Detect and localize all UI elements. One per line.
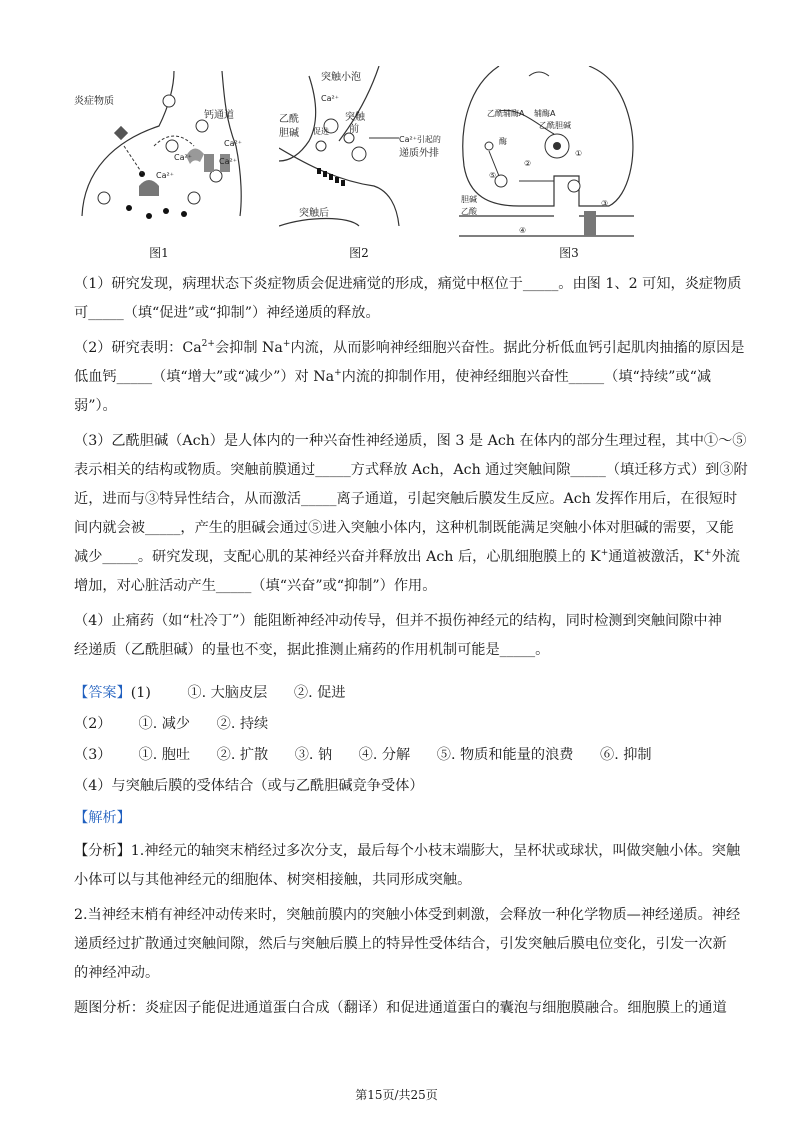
- figure-3-diagram: [459, 66, 639, 241]
- figure-1: [74, 66, 244, 260]
- answer-item: ②. 促进: [293, 685, 346, 701]
- q3-line-4: 间内就会被_____，产生的胆碱会通过⑤进入突触小体内，这种机制既能满足突触小体对胆碱的需要，又能: [74, 520, 734, 536]
- answer-item: ⑤. 物质和能量的浪费: [436, 747, 574, 763]
- answer-item: ⑥. 抑制: [600, 747, 652, 763]
- figure-strip: [74, 66, 724, 266]
- fig1-label-calcium-channel: 钙通道: [204, 110, 234, 121]
- answer-row-3: [74, 740, 724, 771]
- fig3-label-1: ①: [575, 149, 583, 158]
- q2-line-3: 弱”）。: [74, 398, 117, 414]
- analysis-p2-line-3: 的神经冲动。: [74, 965, 160, 981]
- q4-line-2: 经递质（乙酰胆碱）的量也不变，据此推测止痛药的作用机制可能是_____。: [74, 642, 550, 658]
- figure-2-diagram: [279, 66, 449, 236]
- analysis-p3-line-1: 题图分析：炎症因子能促进通道蛋白合成（翻译）和促进通道蛋白的囊泡与细胞膜融合。细胞膜上的通道: [74, 1000, 727, 1016]
- fig2-label-ach: 胆碱: [279, 128, 299, 139]
- analysis-p2-line-2: 递质经过扩散通过突触间隙，然后与突触后膜上的特异性受体结合，引发突触后膜电位变化，引发一次新: [74, 936, 727, 952]
- fig3-label-5: ⑤: [489, 171, 497, 180]
- q1-line-1: （1）研究发现，病理状态下炎症物质会促进痛觉的形成，痛觉中枢位于_____。由图 1、2 可知，炎症物质: [74, 276, 742, 292]
- fig3-label-4: ④: [519, 226, 527, 235]
- fig1-label-ca: Ca²⁺: [156, 171, 174, 180]
- answer-block: [74, 678, 724, 802]
- analysis-p2-line-1: 2.当神经末梢有神经冲动传来时，突触前膜内的突触小体受到刺激，会释放一种化学物质—神经递质。神经: [74, 907, 741, 923]
- q3-line-2: 表示相关的结构或物质。突触前膜通过_____方式释放 Ach，Ach 通过突触间隙_____（填迁移方式）到③附: [74, 462, 748, 478]
- question-block: [74, 270, 748, 665]
- figure-3-caption: 图3: [559, 246, 579, 260]
- fig2-label-postsynaptic: 突触后: [299, 208, 329, 219]
- fig2-label-promote: 促进: [313, 127, 329, 136]
- page-footer: 第15页/共25页: [355, 1088, 438, 1102]
- fig3-label-ach: 乙酰胆碱: [539, 121, 571, 130]
- figure-1-diagram: [74, 66, 244, 236]
- q2-line-2: 低血钙_____（填“增大”或“减少”）对 Na+内流的抑制作用，使神经细胞兴奋性_____（填“持续”或“减: [74, 368, 712, 385]
- q2-line-1: （2）研究表明：$Ca^{2+}$会抑制 Na+内流，从而影响神经细胞兴奋性。据此分析低血钙引起肌肉抽搐的原因是: [74, 339, 745, 356]
- fig2-label-ach: 乙酰: [279, 114, 299, 125]
- fig1-label-ca: Ca²⁺: [219, 157, 237, 166]
- q3-line-1: （3）乙酰胆碱（Ach）是人体内的一种兴奋性神经递质，图 3 是 Ach 在体内的部分生理过程，其中①～⑤: [74, 433, 747, 449]
- answer-item: ④. 分解: [358, 747, 411, 763]
- fig3-label-coa: 辅酶A: [534, 109, 556, 118]
- figure-1-caption: 图1: [149, 246, 169, 260]
- analysis-tag: 【解析】: [74, 810, 131, 826]
- answer-tag: 【答案】: [74, 685, 131, 701]
- answer-item: ②. 持续: [216, 716, 269, 732]
- fig2-label-release: Ca²⁺引起的: [399, 135, 441, 144]
- answer-item: ③. 钠: [294, 747, 333, 763]
- answer-item: ①. 大脑皮层: [187, 685, 268, 701]
- fig2-label-ca: Ca²⁺: [321, 94, 339, 103]
- fig3-label-enzyme: 酶: [499, 137, 507, 146]
- answer-row-1: [74, 678, 724, 709]
- q3-line-3: 近，进而与③特异性结合，从而激活_____离子通道，引起突触后膜发生反应。Ach 发挥作用后，在很短时: [74, 491, 738, 507]
- analysis-block: [74, 804, 741, 1023]
- fig3-label-choline: 胆碱: [461, 195, 477, 204]
- answer-num: (1): [130, 685, 151, 701]
- q4-line-1: （4）止痛药（如“杜冷丁”）能阻断神经冲动传导，但并不损伤神经元的结构，同时检测到突触间隙中神: [74, 613, 722, 629]
- fig3-label-2: ②: [524, 159, 532, 168]
- fig1-label-ca: Ca²⁺: [224, 139, 242, 148]
- q3-line-6: 增加，对心脏活动产生_____（填“兴奋”或“抑制”）作用。: [74, 578, 437, 594]
- q3-line-5: 减少_____。研究发现，支配心肌的某神经兴奋并释放出 Ach 后，心肌细胞膜上的 K+通道被激活，K+外流: [74, 548, 740, 565]
- analysis-p1-line-1: 【分析】1.神经元的轴突末梢经过多次分支，最后每个小枝末端膨大，呈杯状或球状，叫做突触小体。突触: [74, 843, 741, 859]
- answer-num: （2）: [74, 716, 112, 732]
- answer-item: ②. 扩散: [216, 747, 269, 763]
- answer-row-2: [74, 709, 724, 740]
- fig1-label-inflammatory: 炎症物质: [74, 96, 114, 107]
- figure-2: [279, 66, 449, 260]
- figure-3: [459, 66, 639, 260]
- answer-item: ①. 胞吐: [138, 747, 191, 763]
- fig3-label-acetyl-coa: 乙酰辅酶A: [487, 109, 525, 118]
- answer-num: （3）: [74, 747, 112, 763]
- q1-line-2: 可_____（填“促进”或“抑制”）神经递质的释放。: [74, 305, 380, 321]
- answer-row-4: （4）与突触后膜的受体结合（或与乙酰胆碱竞争受体）: [74, 778, 424, 794]
- fig3-label-acetate: 乙酸: [461, 207, 477, 216]
- answer-item: ①. 减少: [138, 716, 191, 732]
- fig2-label-presynaptic: 突触: [345, 112, 365, 123]
- fig3-label-3: ③: [601, 199, 609, 208]
- fig2-label-release: 递质外排: [399, 148, 439, 159]
- fig2-label-presynaptic: 前: [349, 124, 359, 135]
- analysis-p1-line-2: 小体可以与其他神经元的细胞体、树突相接触，共同形成突触。: [74, 872, 472, 888]
- figure-2-caption: 图2: [349, 246, 369, 260]
- fig2-label-vesicle: 突触小泡: [321, 72, 361, 83]
- fig1-label-ca: Ca²⁺: [174, 153, 192, 162]
